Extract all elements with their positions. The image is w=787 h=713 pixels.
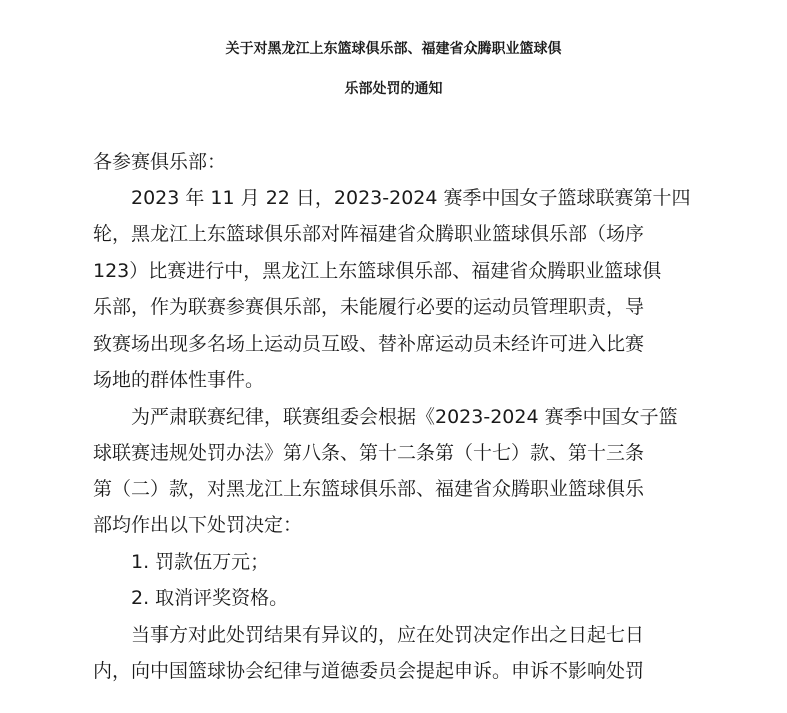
paragraph-2-line-2: 球联赛违规处罚办法》第八条、第十二条第（十七）款、第十三条 [93,442,645,464]
penalty-item-1: 1. 罚款伍万元； [131,551,270,573]
penalty-item-2: 2. 取消评奖资格。 [131,587,289,609]
paragraph-1-line-5: 致赛场出现多名场上运动员互殴、替补席运动员未经许可进入比赛 [93,333,645,355]
paragraph-3-line-1: 当事方对此处罚结果有异议的，应在处罚决定作出之日起七日 [131,624,645,646]
paragraph-1-line-2: 轮，黑龙江上东篮球俱乐部对阵福建省众腾职业篮球俱乐部（场序 [93,223,645,245]
paragraph-3-line-2: 内，向中国篮球协会纪律与道德委员会提起申诉。申诉不影响处罚 [93,660,645,682]
salutation: 各参赛俱乐部： [93,151,227,173]
paragraph-1-line-6: 场地的群体性事件。 [93,369,265,391]
paragraph-1-line-1: 2023 年 11 月 22 日，2023-2024 赛季中国女子篮球联赛第十四 [131,187,691,209]
paragraph-2-line-1: 为严肃联赛纪律，联赛组委会根据《2023-2024 赛季中国女子篮 [131,406,678,428]
notice-title-line-2: 乐部处罚的通知 [344,81,443,97]
paragraph-1-line-4: 乐部，作为联赛参赛俱乐部，未能履行必要的运动员管理职责，导 [93,296,645,318]
paragraph-2-line-3: 第（二）款，对黑龙江上东篮球俱乐部、福建省众腾职业篮球俱乐 [93,478,645,500]
notice-title-line-1: 关于对黑龙江上东篮球俱乐部、福建省众腾职业篮球俱 [225,41,562,57]
paragraph-2-line-4: 部均作出以下处罚决定： [93,514,303,536]
paragraph-1-line-3: 123）比赛进行中，黑龙江上东篮球俱乐部、福建省众腾职业篮球俱 [93,260,662,282]
